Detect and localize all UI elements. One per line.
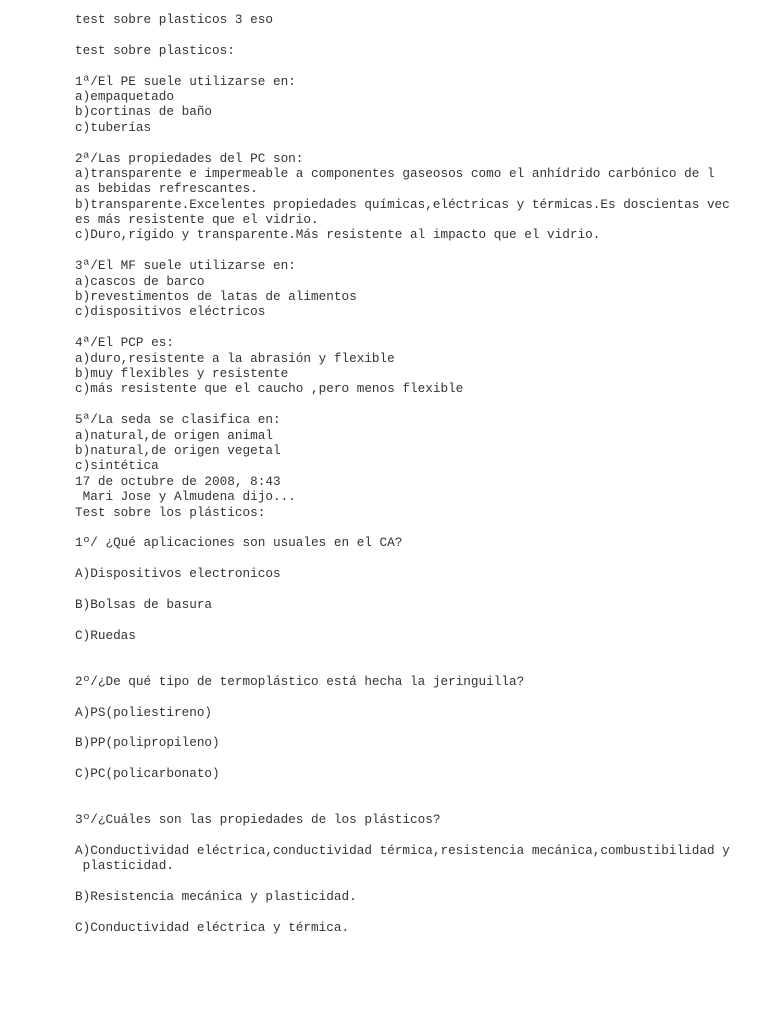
answer-option: b)cortinas de baño xyxy=(75,104,213,120)
answer-option: A)Dispositivos electronicos xyxy=(75,566,281,582)
question-2: 2º/¿De qué tipo de termoplástico está hecha la jeringuilla? xyxy=(75,673,525,689)
title-line: test sobre plasticos 3 eso xyxy=(75,12,273,27)
blank-line xyxy=(75,58,735,73)
answer-option: c)Duro,rígido y transparente.Más resistente al impacto que el vidrio. xyxy=(75,227,601,243)
blank-line xyxy=(75,643,735,658)
answer-option: C)Conductividad eléctrica y térmica. xyxy=(75,920,350,936)
answer-option: C)PC(policarbonato) xyxy=(75,766,220,782)
blank-line xyxy=(75,612,735,627)
answer-option: a)natural,de origen animal xyxy=(75,427,273,443)
blank-line xyxy=(75,397,735,412)
answer-option: es más resistente que el vidrio. xyxy=(75,212,319,228)
blank-line xyxy=(75,689,735,704)
blank-line xyxy=(75,782,735,797)
question-4: 4ª/El PCP es: xyxy=(75,335,174,351)
answer-option: a)duro,resistente a la abrasión y flexible xyxy=(75,350,395,366)
blank-line xyxy=(75,243,735,258)
blank-line xyxy=(75,658,735,673)
blank-line xyxy=(75,520,735,535)
answer-option: c)tuberías xyxy=(75,119,152,135)
answer-option: b)transparente.Excelentes propiedades químicas,eléctricas y térmicas.Es doscientas vec xyxy=(75,196,730,212)
answer-option: B)Bolsas de basura xyxy=(75,596,213,612)
question-5: 5ª/La seda se clasifica en: xyxy=(75,412,281,428)
answer-option: C)Ruedas xyxy=(75,627,136,643)
blank-line xyxy=(75,581,735,596)
comment-timestamp: 17 de octubre de 2008, 8:43 xyxy=(75,473,281,489)
answer-option: A)Conductividad eléctrica,conductividad térmica,resistencia mecánica,combustibilidad y xyxy=(75,843,730,859)
answer-option: c)más resistente que el caucho ,pero menos flexible xyxy=(75,381,464,397)
question-1: 1º/ ¿Qué aplicaciones son usuales en el CA? xyxy=(75,535,403,551)
section-heading: test sobre plasticos: xyxy=(75,42,235,58)
answer-option: B)PP(polipropileno) xyxy=(75,735,220,751)
question-2: 2ª/Las propiedades del PC son: xyxy=(75,150,304,166)
blank-line xyxy=(75,828,735,843)
blank-line xyxy=(75,27,735,42)
answer-option: a)empaquetado xyxy=(75,88,174,104)
answer-option: as bebidas refrescantes. xyxy=(75,181,258,197)
answer-option: c)sintética xyxy=(75,458,159,474)
answer-option: c)dispositivos eléctricos xyxy=(75,304,266,320)
blank-line xyxy=(75,320,735,335)
question-3: 3ª/El MF suele utilizarse en: xyxy=(75,258,296,274)
answer-option: b)revestimentos de latas de alimentos xyxy=(75,289,357,305)
answer-option: a)cascos de barco xyxy=(75,273,205,289)
answer-option: B)Resistencia mecánica y plasticidad. xyxy=(75,889,357,905)
blank-line xyxy=(75,874,735,889)
answer-option: plasticidad. xyxy=(75,858,174,874)
answer-option: a)transparente e impermeable a componentes gaseosos como el anhídrido carbónico de l xyxy=(75,165,715,181)
blank-line xyxy=(75,905,735,920)
answer-option: b)muy flexibles y resistente xyxy=(75,365,289,381)
blank-line xyxy=(75,135,735,150)
question-1: 1ª/El PE suele utilizarse en: xyxy=(75,73,296,89)
comment-author: Mari Jose y Almudena dijo... xyxy=(75,489,296,505)
answer-option: A)PS(poliestireno) xyxy=(75,704,213,720)
blank-line xyxy=(75,797,735,812)
blank-line xyxy=(75,551,735,566)
blank-line xyxy=(75,720,735,735)
question-3: 3º/¿Cuáles son las propiedades de los plásticos? xyxy=(75,812,441,828)
blank-line xyxy=(75,751,735,766)
answer-option: b)natural,de origen vegetal xyxy=(75,442,281,458)
document-page xyxy=(75,12,735,935)
section-heading: Test sobre los plásticos: xyxy=(75,504,266,520)
